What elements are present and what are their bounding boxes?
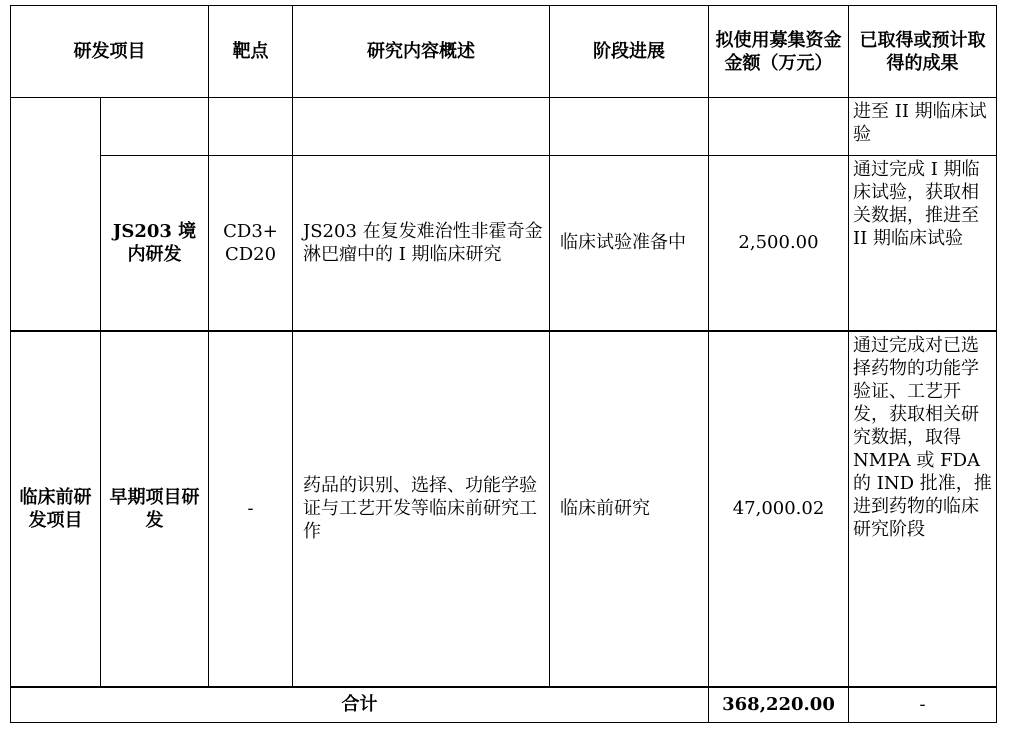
- content-cell: [293, 98, 550, 156]
- stage-cell: [550, 98, 709, 156]
- subproject-cell: [101, 98, 209, 156]
- fundraising-project-table: [10, 5, 997, 723]
- total-label: 合计: [11, 687, 709, 723]
- header-stage: 阶段进展: [550, 6, 709, 98]
- target-cell: CD3+ CD20: [209, 156, 293, 331]
- subproject-cell: JS203 境内研发: [101, 156, 209, 331]
- category-cell: 临床前研发项目: [11, 331, 101, 687]
- header-project: 研发项目: [11, 6, 209, 98]
- header-funds: 拟使用募集资金金额（万元）: [709, 6, 849, 98]
- total-row: [11, 687, 997, 723]
- total-results: -: [849, 687, 997, 723]
- content-cell: JS203 在复发难治性非霍奇金淋巴瘤中的 I 期临床研究: [293, 156, 550, 331]
- table-row: [11, 156, 997, 331]
- total-funds: 368,220.00: [709, 687, 849, 723]
- header-target: 靶点: [209, 6, 293, 98]
- header-row: [11, 6, 997, 98]
- results-cell: 通过完成对已选择药物的功能学验证、工艺开发，获取相关研究数据，取得 NMPA 或 FDA 的 IND 批准，推进到药物的临床研究阶段: [849, 331, 997, 687]
- header-content: 研究内容概述: [293, 6, 550, 98]
- target-cell: [209, 98, 293, 156]
- table-row: [11, 98, 997, 156]
- stage-cell: 临床前研究: [550, 331, 709, 687]
- funds-cell: 2,500.00: [709, 156, 849, 331]
- header-results: 已取得或预计取得的成果: [849, 6, 997, 98]
- funds-cell: [709, 98, 849, 156]
- results-cell: 进至 II 期临床试验: [849, 98, 997, 156]
- target-cell: -: [209, 331, 293, 687]
- funds-cell: 47,000.02: [709, 331, 849, 687]
- subproject-cell: 早期项目研发: [101, 331, 209, 687]
- results-cell: 通过完成 I 期临床试验，获取相关数据，推进至 II 期临床试验: [849, 156, 997, 331]
- table-row: [11, 331, 997, 687]
- stage-cell: 临床试验准备中: [550, 156, 709, 331]
- category-cell-empty: [11, 98, 101, 331]
- content-cell: 药品的识别、选择、功能学验证与工艺开发等临床前研究工作: [293, 331, 550, 687]
